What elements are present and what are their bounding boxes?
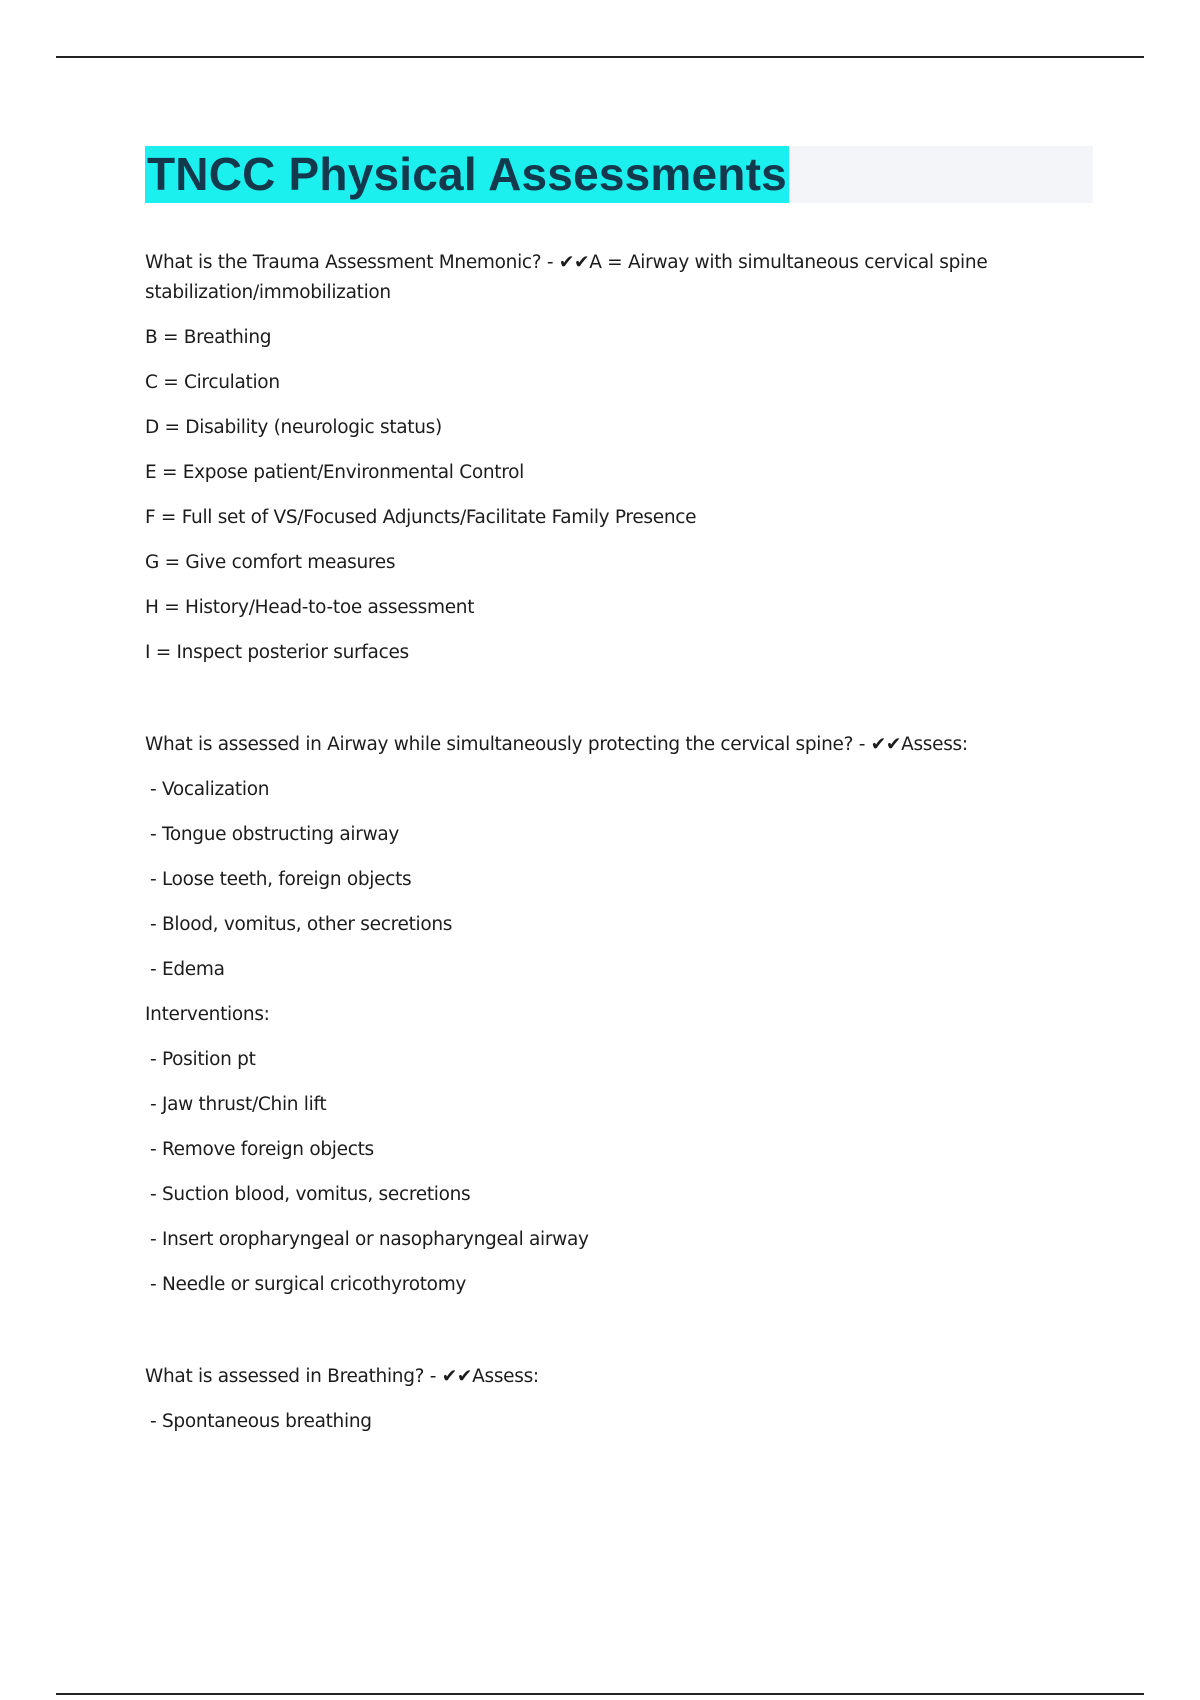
question-mnemonic: What is the Trauma Assessment Mnemonic? - ✔✔A = Airway with simultaneous cervical spine stabilization/immobilization: [145, 252, 988, 303]
intervention-item: - Remove foreign objects: [150, 1139, 374, 1160]
interventions-label: Interventions:: [145, 1004, 270, 1025]
bottom-rule: [56, 1693, 1144, 1695]
section-spacer: [145, 683, 1093, 730]
mnemonic-line: I = Inspect posterior surfaces: [145, 642, 409, 663]
assess-item: - Spontaneous breathing: [150, 1411, 372, 1432]
question-airway: What is assessed in Airway while simultaneously protecting the cervical spine? - ✔✔Assess:: [145, 734, 968, 755]
mnemonic-line: C = Circulation: [145, 372, 280, 393]
section-airway: [145, 730, 1093, 1300]
mnemonic-line: E = Expose patient/Environmental Control: [145, 462, 524, 483]
intervention-item: - Needle or surgical cricothyrotomy: [150, 1274, 467, 1295]
document-body: [145, 146, 1093, 1452]
assess-item: - Tongue obstructing airway: [150, 824, 400, 845]
section-breathing: [145, 1362, 1093, 1437]
question-breathing: What is assessed in Breathing? - ✔✔Assess:: [145, 1366, 539, 1387]
intervention-item: - Insert oropharyngeal or nasopharyngeal airway: [150, 1229, 589, 1250]
mnemonic-line: F = Full set of VS/Focused Adjuncts/Facilitate Family Presence: [145, 507, 697, 528]
assess-item: - Edema: [150, 959, 225, 980]
intervention-item: - Position pt: [150, 1049, 256, 1070]
intervention-item: - Jaw thrust/Chin lift: [150, 1094, 327, 1115]
mnemonic-line: H = History/Head-to-toe assessment: [145, 597, 475, 618]
intervention-item: - Suction blood, vomitus, secretions: [150, 1184, 471, 1205]
top-rule: [56, 56, 1144, 58]
assess-item: - Loose teeth, foreign objects: [150, 869, 412, 890]
mnemonic-line: D = Disability (neurologic status): [145, 417, 442, 438]
document-title: TNCC Physical Assessments: [145, 146, 789, 203]
title-banner: [145, 146, 1093, 203]
mnemonic-line: G = Give comfort measures: [145, 552, 396, 573]
assess-item: - Vocalization: [150, 779, 270, 800]
section-mnemonic: [145, 248, 1093, 668]
assess-item: - Blood, vomitus, other secretions: [150, 914, 453, 935]
section-spacer: [145, 1315, 1093, 1362]
mnemonic-line: B = Breathing: [145, 327, 272, 348]
